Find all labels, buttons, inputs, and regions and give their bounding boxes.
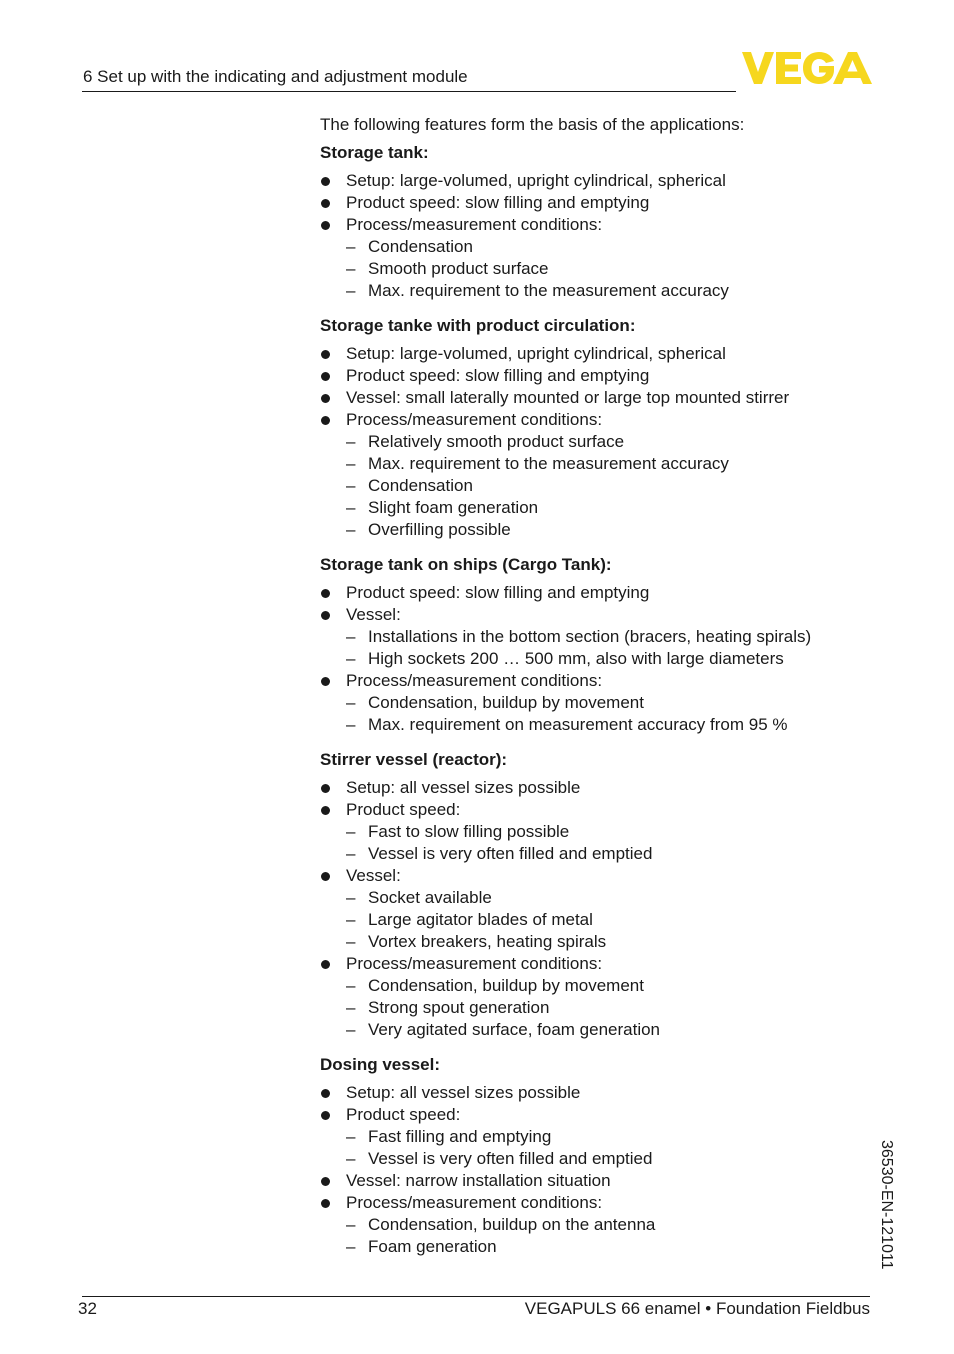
sub-list-item: – Condensation, buildup on the antenna [346, 1214, 860, 1236]
sub-list [346, 975, 860, 1041]
sub-list-item: – Smooth product surface [346, 258, 860, 280]
list-item [320, 799, 860, 865]
list-item [320, 192, 860, 214]
sub-list-item: – Condensation, buildup by movement [346, 692, 860, 714]
list-item-text: Process/measurement conditions: [346, 410, 603, 429]
section-heading: Storage tank on ships (Cargo Tank): [320, 555, 612, 574]
bullet-list [320, 1082, 860, 1258]
application-sections [320, 142, 860, 1258]
list-item [320, 1104, 860, 1170]
sub-list-item: – Fast to slow filling possible [346, 821, 860, 843]
list-item-text: Vessel: small laterally mounted or large top mounted stirrer [346, 388, 790, 407]
bullet-list [320, 777, 860, 1041]
list-item-text: Product speed: slow filling and emptying [346, 583, 650, 602]
list-item [320, 387, 860, 409]
sub-list-item: – Max. requirement to the measurement accuracy [346, 280, 860, 302]
list-item-text: Product speed: slow filling and emptying [346, 366, 650, 385]
main-content [320, 114, 860, 1271]
intro-text: The following features form the basis of the applications: [320, 115, 745, 134]
list-item-text: Process/measurement conditions: [346, 954, 603, 973]
sub-list [346, 821, 860, 865]
list-item [320, 365, 860, 387]
sub-list-item: – High sockets 200 … 500 mm, also with large diameters [346, 648, 860, 670]
sub-list [346, 1214, 860, 1258]
bullet-list [320, 343, 860, 541]
sub-list-item: – Strong spout generation [346, 997, 860, 1019]
sub-list-item: – Vessel is very often filled and emptied [346, 843, 860, 865]
sub-list-item: – Vortex breakers, heating spirals [346, 931, 860, 953]
sub-list-item: – Installations in the bottom section (bracers, heating spirals) [346, 626, 860, 648]
list-item-text: Vessel: [346, 866, 401, 885]
sub-list [346, 236, 860, 302]
vega-logo [742, 52, 872, 84]
section-heading: Storage tank: [320, 143, 429, 162]
header-chapter-title: 6 Set up with the indicating and adjustment module [83, 67, 468, 86]
sub-list [346, 887, 860, 953]
list-item-text: Process/measurement conditions: [346, 1193, 603, 1212]
sub-list [346, 692, 860, 736]
sub-list-item: – Condensation [346, 475, 860, 497]
sub-list [346, 431, 860, 541]
list-item [320, 953, 860, 1041]
list-item-text: Vessel: narrow installation situation [346, 1171, 611, 1190]
sub-list-item: – Large agitator blades of metal [346, 909, 860, 931]
sub-list-item: – Overfilling possible [346, 519, 860, 541]
list-item-text: Vessel: [346, 605, 401, 624]
list-item [320, 604, 860, 670]
list-item [320, 1192, 860, 1258]
list-item [320, 1082, 860, 1104]
list-item [320, 214, 860, 302]
footer-product-name: VEGAPULS 66 enamel • Foundation Fieldbus [524, 1299, 870, 1318]
sub-list-item: – Condensation [346, 236, 860, 258]
list-item [320, 343, 860, 365]
list-item-text: Process/measurement conditions: [346, 215, 603, 234]
sub-list [346, 1126, 860, 1170]
list-item [320, 670, 860, 736]
sub-list-item: – Slight foam generation [346, 497, 860, 519]
list-item-text: Setup: all vessel sizes possible [346, 1083, 581, 1102]
sub-list-item: – Max. requirement to the measurement accuracy [346, 453, 860, 475]
list-item [320, 170, 860, 192]
list-item-text: Setup: large-volumed, upright cylindrical, spherical [346, 344, 726, 363]
list-item-text: Product speed: [346, 800, 461, 819]
sub-list-item: – Foam generation [346, 1236, 860, 1258]
section-heading: Dosing vessel: [320, 1055, 440, 1074]
header-divider [82, 91, 736, 92]
list-item [320, 582, 860, 604]
list-item [320, 865, 860, 953]
list-item [320, 1170, 860, 1192]
page-number: 32 [78, 1299, 97, 1318]
bullet-list [320, 582, 860, 736]
sub-list-item: – Very agitated surface, foam generation [346, 1019, 860, 1041]
section-heading: Stirrer vessel (reactor): [320, 750, 508, 769]
list-item-text: Setup: large-volumed, upright cylindrical, spherical [346, 171, 726, 190]
section-heading: Storage tanke with product circulation: [320, 316, 636, 335]
list-item [320, 409, 860, 541]
sub-list-item: – Socket available [346, 887, 860, 909]
sub-list [346, 626, 860, 670]
list-item [320, 777, 860, 799]
footer-divider [82, 1296, 870, 1297]
sub-list-item: – Max. requirement on measurement accuracy from 95 % [346, 714, 860, 736]
list-item-text: Setup: all vessel sizes possible [346, 778, 581, 797]
document-code: 36530-EN-121011 [878, 1140, 895, 1270]
sub-list-item: – Vessel is very often filled and emptied [346, 1148, 860, 1170]
sub-list-item: – Condensation, buildup by movement [346, 975, 860, 997]
list-item-text: Process/measurement conditions: [346, 671, 603, 690]
sub-list-item: – Relatively smooth product surface [346, 431, 860, 453]
sub-list-item: – Fast filling and emptying [346, 1126, 860, 1148]
list-item-text: Product speed: [346, 1105, 461, 1124]
bullet-list [320, 170, 860, 302]
list-item-text: Product speed: slow filling and emptying [346, 193, 650, 212]
